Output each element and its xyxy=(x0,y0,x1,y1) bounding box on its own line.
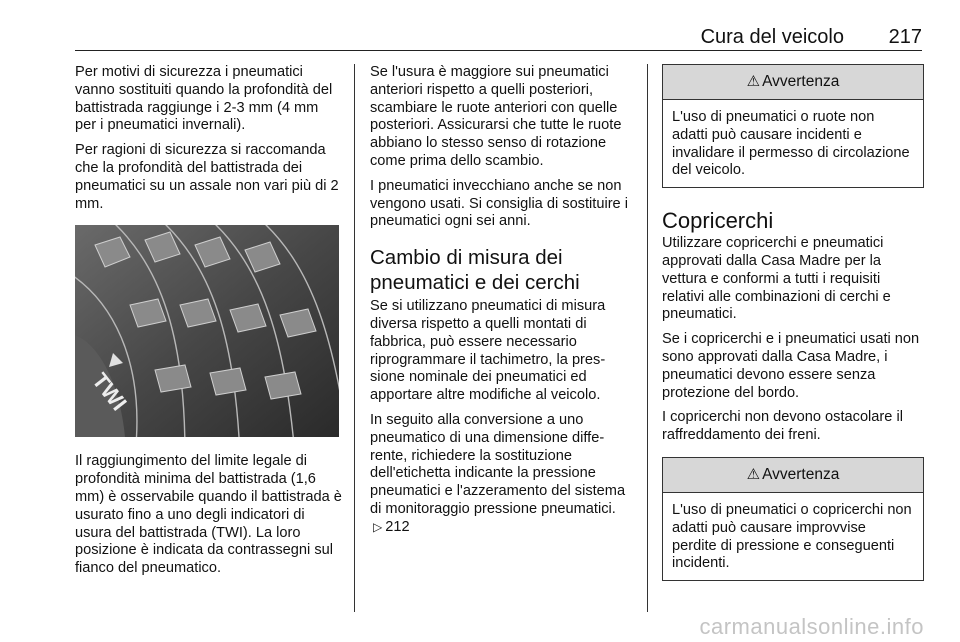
paragraph: I pneumatici invecchiano anche se non vengono usati. Si consiglia di sostituire i pneumatici ogni sei anni. xyxy=(370,177,628,230)
warning-triangle-icon: ⚠ xyxy=(746,73,761,91)
paragraph: Il raggiungimento del limite legale di profondità minima del battistrada (1,6 mm) è osservabile quando il battistrada è usurato fino a uno degli indicatori di usura del battistrada (TWI). La loro posizione è indicata da contrassegni sul fianco del pneumatico. xyxy=(75,453,342,577)
paragraph: Se l'usura è maggiore sui pneumatici anteriori rispetto a quelli posteriori, scambiare le ruote anteriori con quelle posteriori. Assicurarsi che tutte le ruote abbiano lo stesso senso di rotazione come prima dello scambio. xyxy=(370,64,622,169)
warning-box xyxy=(662,64,924,188)
tire-tread-illustration xyxy=(75,225,339,437)
paragraph: Se i copricerchi e i pneumatici usati non sono approvati dalla Casa Madre, i pneumatici devono essere senza protezione del bordo. xyxy=(662,331,920,401)
warning-header xyxy=(663,458,923,493)
page-number: 217 xyxy=(888,26,922,48)
tire-tread-image xyxy=(75,225,339,437)
warning-box xyxy=(662,457,924,581)
section-heading: Cambio di misura dei pneumatici e dei cerchi xyxy=(370,246,580,295)
column-divider xyxy=(647,64,648,612)
paragraph xyxy=(370,412,635,537)
watermark: carmanualsonline.info xyxy=(699,614,924,639)
paragraph: Se si utilizzano pneumatici di misura diversa rispetto a quelli montati di fabbrica, può essere necessario riprogrammare il tachimetro, la pressione nominale dei pneumatici ed apportare altre modifiche al veicolo. xyxy=(370,298,606,404)
paragraph: I copricerchi non devono ostacolare il raffreddamento dei freni. xyxy=(662,409,903,444)
twi-label: TWI xyxy=(87,368,132,416)
section-title: Cura del veicolo xyxy=(700,26,844,48)
paragraph: Utilizzare copricerchi e pneumatici approvati dalla Casa Madre per la vettura e conformi a tutti i requisiti relativi alle combinazioni di cerchi e pneumatici. xyxy=(662,235,891,323)
column-right xyxy=(662,64,924,593)
paragraph: Per ragioni di sicurezza si raccomanda che la profondità del battistrada dei pneumatici su un assale non vari più di 2 mm. xyxy=(75,142,339,212)
warning-text: L'uso di pneumatici o ruote non adatti può causare incidenti e invalidare il permesso di circolazione del veicolo. xyxy=(672,109,910,179)
paragraph: Per motivi di sicurezza i pneumatici vanno sostituiti quando la profondità del battistrada raggiunge i 2-3 mm (4 mm per i pneumatici invernali). xyxy=(75,64,333,134)
warning-title: Avvertenza xyxy=(762,466,840,484)
page-reference-icon: ▷ xyxy=(373,519,383,534)
column-divider xyxy=(354,64,355,612)
column-left xyxy=(75,64,343,585)
warning-triangle-icon: ⚠ xyxy=(746,466,761,484)
column-middle xyxy=(370,64,635,544)
warning-text: L'uso di pneumatici o copricerchi non adatti può causare improvvise perdite di pressione e conseguenti incidenti. xyxy=(672,501,912,572)
page-reference[interactable]: 212 xyxy=(385,518,410,535)
warning-title: Avvertenza xyxy=(762,73,840,91)
section-heading: Copricerchi xyxy=(662,208,774,234)
page-header xyxy=(75,26,922,51)
warning-header xyxy=(663,65,923,100)
paragraph-text: In seguito alla conversione a uno pneumatico di una dimensione differente, richiedere la sostituzione dell'etichetta indicante la pressione pneumatici e l'azzeramento del sistema di monitoraggio pressione pneumatici. xyxy=(370,411,626,517)
